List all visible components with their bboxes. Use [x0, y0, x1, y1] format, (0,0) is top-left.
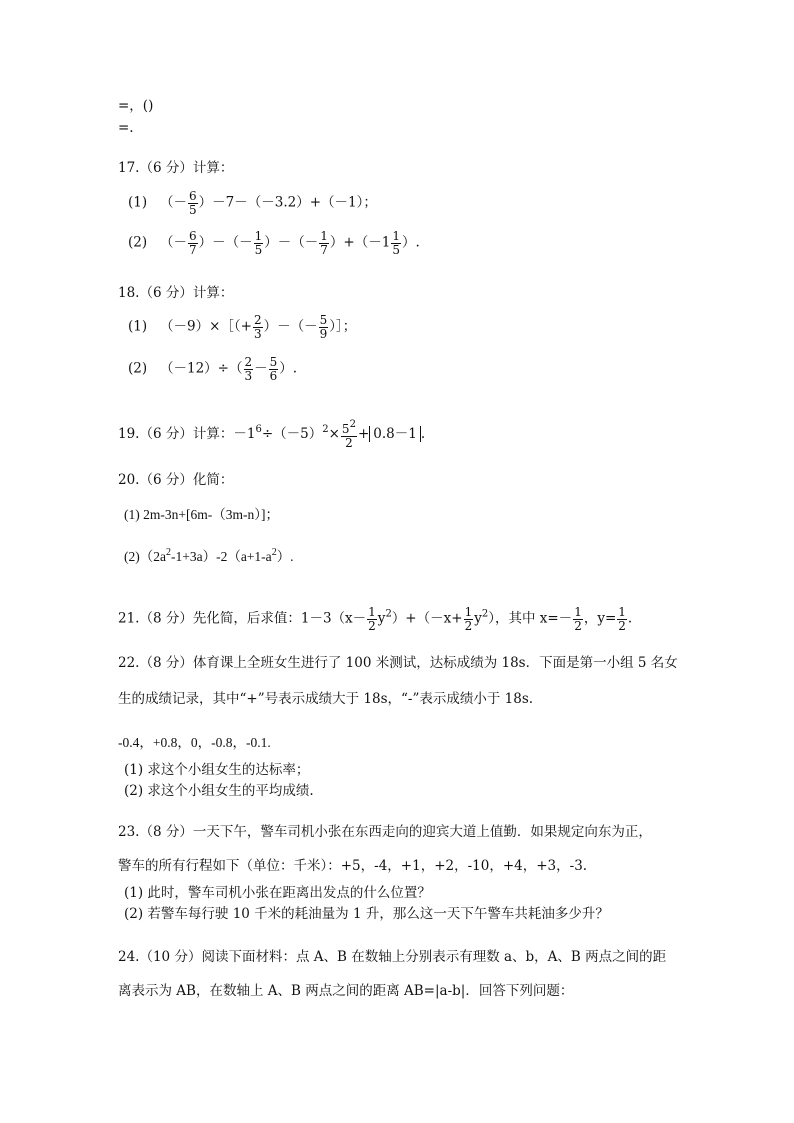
q21-y1: y — [377, 610, 386, 627]
frac-num: 6 — [189, 189, 197, 203]
q20-part1: (1) 2m-3n+[6m-（3m-n）]； — [124, 507, 279, 522]
q22-data: -0.4，+0.8，0，-0.8，-0.1. — [118, 735, 271, 750]
frac-den: 7 — [320, 242, 328, 257]
q17-p2-e: ）. — [401, 234, 420, 251]
q21-b: ）+（－x+ — [391, 610, 463, 627]
q21-line — [118, 606, 632, 632]
frac-num — [341, 420, 357, 437]
q18-p1-label: (1) — [128, 318, 148, 335]
q17-p2-frac3 — [319, 230, 329, 256]
q19-title: 19.（6 分）计算：－1 — [118, 426, 256, 443]
q17-p2-frac1 — [188, 230, 198, 256]
q17-part2 — [128, 230, 420, 256]
frac-den: 9 — [319, 326, 328, 341]
q23-part2: (2) 若警车每行驶 10 千米的耗油量为 1 升，那么这一天下午警车共耗油多少升？ — [124, 906, 609, 922]
q24-line-1: 24.（10 分）阅读下面材料：点 A、B 在数轴上分别表示有理数 a、b，A、B 两点之间的距 — [118, 949, 667, 965]
q17-p2-label: (2) — [128, 234, 148, 251]
q19-line — [118, 420, 425, 449]
q19-end: . — [420, 426, 426, 443]
frac-num: 1 — [368, 605, 376, 619]
q21-frac3 — [573, 606, 583, 632]
q18-p1-a: （－9）×［（+ — [160, 318, 252, 335]
q20-p2-c: ）. — [276, 549, 294, 564]
q21-end: . — [627, 610, 633, 627]
frac-num: 1 — [392, 229, 400, 243]
q17-p2-d: ）+（－1 — [329, 234, 391, 251]
q24-line-2: 离表示为 AB，在数轴上 A、B 两点之间的距离 AB=|a-b|．回答下列问题： — [118, 983, 574, 999]
frac-den: 3 — [244, 368, 253, 383]
frac-den: 5 — [254, 242, 263, 257]
q21-frac2 — [464, 606, 474, 632]
q19-absolute-value: 0.8－1 — [369, 426, 421, 442]
q19-a: ÷（－5） — [261, 426, 323, 443]
frac-num: 2 — [244, 355, 253, 369]
q18-part2 — [128, 356, 297, 382]
q17-part1 — [128, 190, 377, 216]
q18-p2-label: (2) — [128, 360, 148, 377]
q21-exp2: 2 — [481, 608, 489, 620]
frac-num: 1 — [574, 605, 582, 619]
q22-part1: (1) 求这个小组女生的达标率； — [124, 762, 310, 778]
q20-p2-exp1: 2 — [165, 547, 171, 558]
frac-den: 2 — [368, 618, 376, 633]
q18-p2-mid: － — [254, 360, 268, 377]
q20-title: 20.（6 分）化简： — [118, 472, 234, 488]
q18-p2-a: （－12）÷（ — [160, 360, 243, 377]
q21-title: 21.（8 分）先化简，后求值：1－3（x－ — [118, 610, 367, 627]
q18-p1-frac1 — [253, 314, 263, 340]
frac-num-exp: 2 — [349, 419, 356, 430]
q18-p1-frac2 — [319, 314, 329, 340]
q17-p2-a: （－ — [160, 234, 187, 251]
frac-num: 6 — [189, 229, 197, 243]
q17-p2-c: ）－（－ — [264, 234, 319, 251]
q19-exp2: 2 — [322, 424, 329, 436]
q19-plus: + — [357, 426, 370, 443]
q22-line-2: 生的成绩记录，其中“+”号表示成绩大于 18s，“-”表示成绩小于 18s. — [118, 691, 534, 707]
frac-den: 5 — [189, 202, 197, 217]
frac-num: 5 — [269, 355, 278, 369]
frac-num: 1 — [464, 605, 473, 619]
frac-num: 2 — [253, 313, 262, 327]
q17-title: 17.（6 分）计算： — [118, 160, 234, 176]
q18-p2-frac1 — [244, 356, 254, 382]
frac-den: 3 — [253, 326, 262, 341]
q21-c: ），其中 x=－ — [488, 610, 573, 627]
q19-exp1: 6 — [255, 424, 262, 436]
q19-frac — [341, 420, 357, 449]
q21-frac4 — [617, 606, 627, 632]
q17-p1-frac — [188, 190, 198, 216]
q18-p2-frac2 — [269, 356, 279, 382]
q23-line-1: 23.（8 分）一天下午，警车司机小张在东西走向的迎宾大道上值勤．如果规定向东为正， — [118, 824, 652, 840]
frac-den: 6 — [269, 368, 278, 383]
q22-part2: (2) 求这个小组女生的平均成绩. — [124, 783, 314, 799]
top-line-2: =. — [118, 120, 134, 136]
q22-line-1: 22.（8 分）体育课上全班女生进行了 100 米测试，达标成绩为 18s．下面是第一小组 5 名女 — [118, 655, 678, 671]
frac-num: 1 — [618, 605, 626, 619]
q17-p1-b: ）－7－（－3.2）+（－1）； — [198, 194, 377, 211]
q17-p1-a: （－ — [160, 194, 187, 211]
q23-part1: (1) 此时，警车司机小张在距离出发点的什么位置？ — [124, 885, 431, 901]
frac-den: 7 — [189, 242, 197, 257]
q19-times: × — [328, 426, 340, 443]
q17-p1-label: (1) — [128, 194, 148, 211]
q18-p1-b: ）－（－ — [263, 318, 318, 335]
frac-num: 1 — [320, 229, 328, 243]
q21-d: ，y= — [583, 610, 617, 627]
q23-line-2: 警车的所有行程如下（单位：千米）：+5，-4，+1，+2，-10，+4，+3，-3. — [118, 858, 588, 874]
frac-den: 5 — [392, 242, 400, 257]
q20-part2 — [124, 548, 294, 564]
frac-num: 1 — [254, 229, 263, 243]
q17-p2-frac2 — [254, 230, 264, 256]
frac-den: 2 — [464, 618, 473, 633]
q20-p2-exp2: 2 — [271, 547, 277, 558]
q20-p2-b: -1+3a）-2（a+1-a — [170, 549, 272, 564]
q17-p2-b: ）－（－ — [198, 234, 253, 251]
frac-num: 5 — [319, 313, 328, 327]
q18-p2-b: ）. — [279, 360, 298, 377]
frac-den: 2 — [618, 618, 626, 633]
frac-den: 2 — [574, 618, 582, 633]
q20-p2-a: (2)（2a — [124, 549, 166, 564]
q21-exp1: 2 — [385, 608, 392, 620]
q21-y2: y — [474, 610, 482, 627]
q18-part1 — [128, 314, 356, 340]
q17-p2-frac4 — [391, 230, 401, 256]
q18-p1-c: ）］； — [329, 318, 357, 335]
q18-title: 18.（6 分）计算： — [118, 285, 234, 301]
top-line-1: =，() — [118, 98, 154, 114]
frac-den: 2 — [345, 435, 353, 450]
q21-frac1 — [367, 606, 377, 632]
frac-num-base: 5 — [341, 422, 350, 436]
